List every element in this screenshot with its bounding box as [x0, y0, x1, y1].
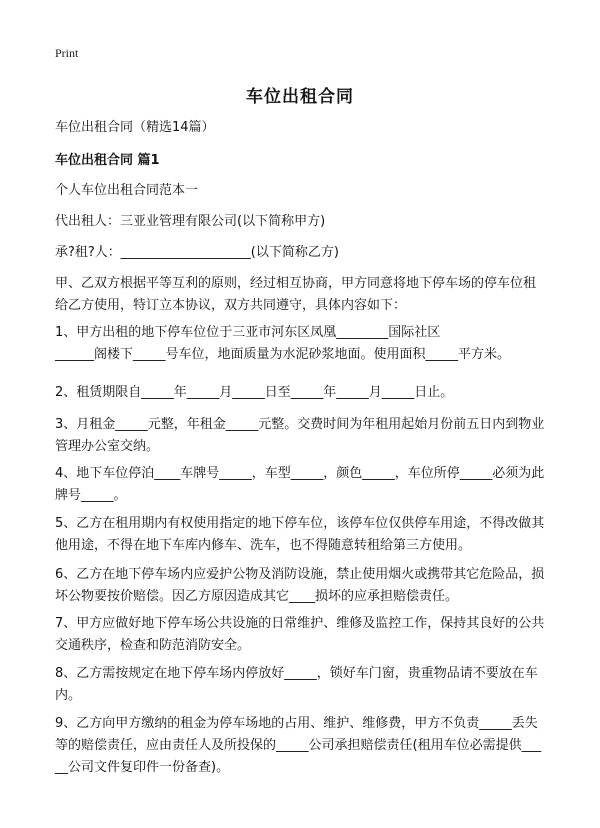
paragraph-preamble: 甲、乙双方根据平等互利的原则，经过相互协商，甲方同意将地下停车场的停车位租给乙方使用，特订立本协议，双方共同遵守，具体内容如下： [55, 276, 537, 313]
paragraph-lessee: 承?租?人：____________________(以下简称乙方) [55, 245, 339, 260]
clause-1: 1、甲方出租的地下停车位位于三亚市河东区凤凰________国际社区 ______阁楼下_____号车位，地面质量为水泥砂浆地面。使用面积_____平方米。 [55, 325, 511, 362]
clause-8: 8、乙方需按规定在地下停车场内停放好_____，锁好车门窗，贵重物品请不要放在车内。 [55, 666, 538, 703]
paragraph-intro: 个人车位出租合同范本一 [55, 183, 199, 198]
section-heading: 车位出租合同 篇1 [55, 153, 160, 168]
clause-5: 5、乙方在租用期内有权使用指定的地下停车位，该停车位仅供停车用途，不得改做其他用途，不得在地下车库内修车、洗车，也不得随意转租给第三方使用。 [55, 516, 545, 553]
clause-7: 7、甲方应做好地下停车场公共设施的日常维护、维修及监控工作，保持其良好的公共交通秩序，检查和防范消防安全。 [55, 616, 545, 653]
paragraph-lessor: 代出租人：三亚业管理有限公司(以下简称甲方) [55, 214, 326, 229]
document-subtitle: 车位出租合同（精选14篇） [55, 120, 215, 135]
clause-3: 3、月租金_____元整，年租金_____元整。交费时间为年租用起始月份前五日内到物业管理办公室交纳。 [55, 417, 545, 454]
document-title: 车位出租合同 [246, 87, 354, 107]
clause-4: 4、地下车位停泊____车牌号_____，车型_____，颜色_____，车位所停_____必须为此牌号_____。 [55, 466, 545, 503]
print-label[interactable]: Print [55, 46, 79, 60]
clause-6: 6、乙方在地下停车场内应爱护公物及消防设施，禁止使用烟火或携带其它危险品，损坏公物要按价赔偿。因乙方原因造成其它____损坏的应承担赔偿责任。 [55, 567, 545, 604]
clause-2: 2、租赁期限自_____年_____月_____日至_____年_____月_____日止。 [55, 385, 454, 400]
clause-9: 9、乙方向甲方缴纳的租金为停车场地的占用、维护、维修费，甲方不负责_____丢失等的赔偿责任，应由责任人及所投保的_____公司承担赔偿责任(租用车位必需提供_____公司文件复印件一份备查)。 [55, 716, 542, 775]
